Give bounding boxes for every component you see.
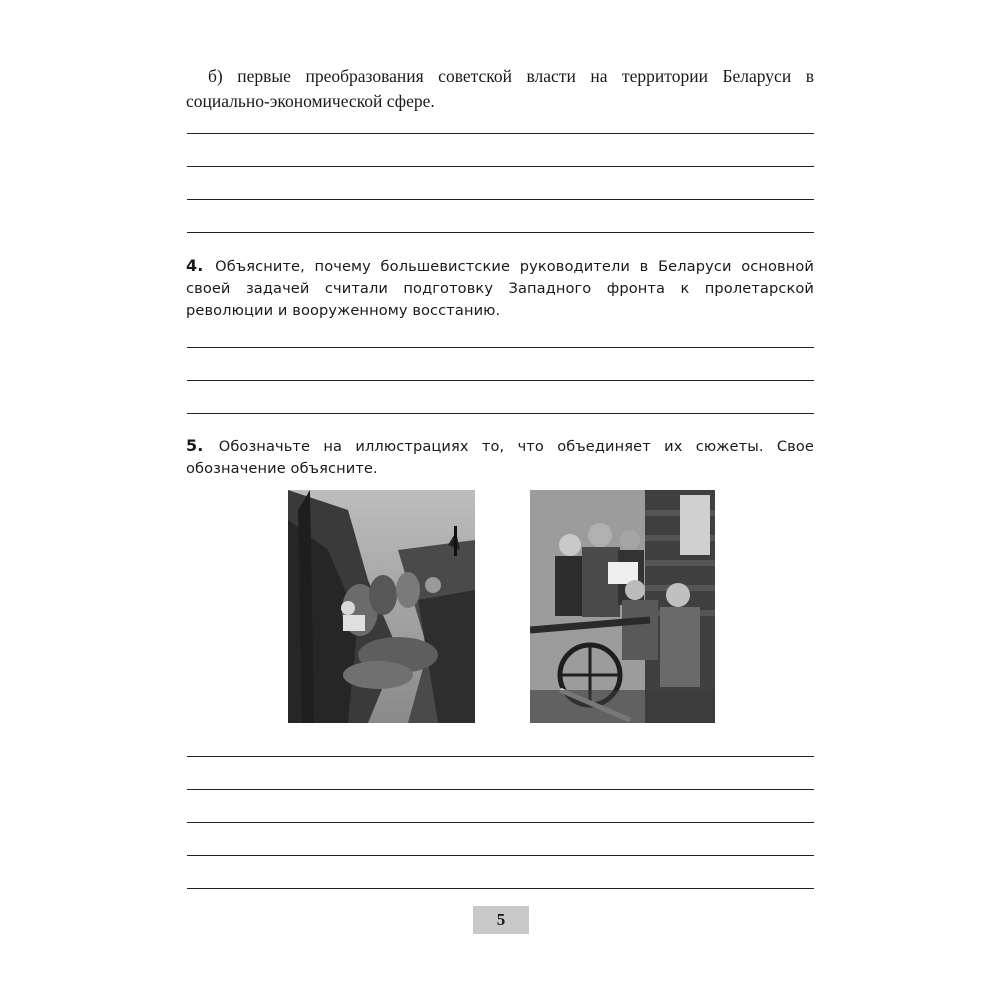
answer-line[interactable] [187,888,814,889]
section-b-paragraph [186,64,814,114]
answer-line[interactable] [187,166,814,167]
task-5-number: 5. [186,436,204,455]
task-4-number: 4. [186,256,204,275]
answer-line[interactable] [187,380,814,381]
illustration-peasants-reading [530,490,715,723]
answer-line[interactable] [187,199,814,200]
answer-line[interactable] [187,822,814,823]
answer-line[interactable] [187,789,814,790]
answer-line[interactable] [187,413,814,414]
answer-line[interactable] [187,855,814,856]
section-b-text: б) первые преобразования советской власти на территории Беларуси в социально-экономической сфере. [186,66,814,111]
task-5 [186,435,814,480]
task-5-text: Обозначьте на иллюстрациях то, что объединяет их сюжеты. Свое обозначение объясните. [186,438,814,477]
task-4-text: Объясните, почему большевистские руководители в Беларуси основной своей задачей считали подготовку Западного фронта к пролетарской революции и вооруженному восстанию. [186,258,815,319]
answer-line[interactable] [187,756,814,757]
page-number: 5 [473,906,529,934]
answer-line[interactable] [187,133,814,134]
task-4 [186,255,814,322]
illustration-trench-soldiers [288,490,475,723]
answer-line[interactable] [187,232,814,233]
answer-line[interactable] [187,347,814,348]
